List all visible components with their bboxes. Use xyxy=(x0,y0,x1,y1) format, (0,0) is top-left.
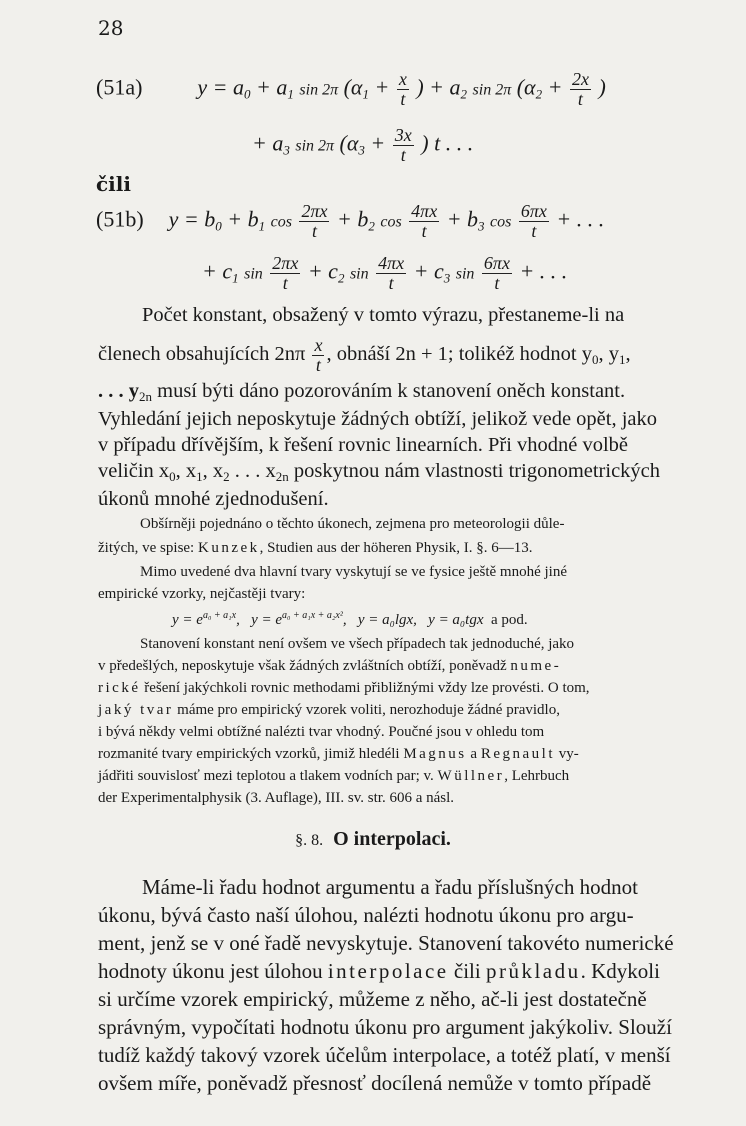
emphasis: interpolace xyxy=(327,959,449,983)
note-line: Obšírněji pojednáno o těchto úkonech, zejmena pro meteorologii důle- xyxy=(140,516,565,532)
paragraph-line: tudíž každý takový vzorek účelům interpolace, a totéž platí, v menší xyxy=(98,1043,671,1067)
author-name: Regnault xyxy=(480,746,555,762)
text-run: žitých, ve spise: xyxy=(98,540,198,556)
eq-subscript: 2 xyxy=(460,86,468,102)
eq-term: + a xyxy=(252,130,284,156)
formula: y = a₀tgx xyxy=(428,612,484,628)
fraction xyxy=(409,202,439,241)
eq-function: cos xyxy=(490,213,512,231)
text-run: čili xyxy=(448,959,486,983)
eq-term: + . . . xyxy=(556,206,605,232)
author-name: Kunzek xyxy=(197,540,260,556)
note-line xyxy=(98,742,579,766)
text-run: veličin x xyxy=(98,460,170,482)
subscript: 1 xyxy=(196,469,203,484)
subscript: 1 xyxy=(618,352,626,368)
text-run: , obnáší 2n + 1; tolikéž hodnot y xyxy=(326,343,592,366)
note-line: i bývá někdy velmi obtížné nalézti tvar vhodný. Poučné jsou v ohledu tom xyxy=(98,724,545,740)
text-run: , x xyxy=(202,460,224,482)
paragraph-line: úkonů mnohé zjednodušení. xyxy=(98,488,329,510)
text-run: jádřiti souvislosť mezi teplotou a tlakem vodních par; v. xyxy=(98,768,438,784)
eq-term: + c xyxy=(413,258,444,284)
author-name: Wüllner xyxy=(437,768,505,784)
text-run: , Studien aus der höheren Physik, I. §. 6—13. xyxy=(259,540,533,556)
eq-subscript: 1 xyxy=(258,218,266,234)
eq-term: y = a xyxy=(197,74,245,100)
subscript: 0 xyxy=(169,469,176,484)
fraction xyxy=(270,254,300,293)
emphasis: jaký tvar xyxy=(98,702,174,718)
eq-term: + b xyxy=(446,206,479,232)
fraction xyxy=(570,70,591,109)
section-heading xyxy=(0,828,746,851)
denominator: t xyxy=(311,220,317,241)
fraction xyxy=(299,202,329,241)
note-line: Stanovení konstant není ovšem ve všech případech tak jednoduché, jako xyxy=(140,636,575,652)
emphasis: nume- xyxy=(510,658,562,674)
denominator: t xyxy=(531,220,537,241)
eq-term: + b xyxy=(336,206,369,232)
equation-51b xyxy=(96,202,604,241)
equation-51a xyxy=(96,70,606,109)
eq-term: (α xyxy=(516,74,536,100)
fraction xyxy=(393,126,414,165)
formula: y = e xyxy=(172,612,203,628)
eq-term: + b xyxy=(227,206,259,232)
eq-term: (α xyxy=(339,130,359,156)
numerator: 2x xyxy=(571,69,589,89)
note-line: Mimo uvedené dva hlavní tvary vyskytují se ve fysice ještě mnohé jiné xyxy=(140,564,567,580)
section-number: §. 8. xyxy=(295,832,324,849)
eq-subscript: 3 xyxy=(443,270,451,286)
paragraph-line: v případu dřívějším, k řešení rovnic linearních. Při vhodné volbě xyxy=(98,434,629,456)
text-run: a pod. xyxy=(490,612,528,628)
numerator: 6πx xyxy=(483,253,510,273)
numerator: 2πx xyxy=(272,253,299,273)
numerator: x xyxy=(398,69,407,89)
section-title: O interpolaci. xyxy=(333,828,451,850)
text-run: v předešlých, neposkytuje však žádných zvláštních obtíží, poněvadž xyxy=(98,658,511,674)
eq-term: + a xyxy=(256,74,288,100)
eq-function: cos xyxy=(270,213,292,231)
eq-subscript: 0 xyxy=(244,86,251,102)
text-run: hodnoty úkonu jest úlohou xyxy=(98,959,328,983)
text-run: . . . y xyxy=(98,380,139,402)
text-run: musí býti dáno pozorováním k stanovení oněch konstant. xyxy=(152,380,626,402)
paragraph-line: Máme-li řadu hodnot argumentu a řadu příslušných hodnot xyxy=(142,875,638,899)
paragraph-line xyxy=(98,956,660,986)
formula-line: $y = e^{a_0 + a_1x}$, $y = e^{a_0 + a_1x + a_2x^2}$, y = a₀lgx, y = a₀tgx a pod. xyxy=(172,610,528,628)
text-run: rozmanité tvary empirických vzorků, jimiž hledéli xyxy=(98,746,404,762)
eq-subscript: 3 xyxy=(283,142,290,158)
formula: y = a₀lgx, xyxy=(357,612,417,628)
text-run: . Kdykoli xyxy=(580,959,660,983)
text-run: poskytnou nám vlastnosti trigonometrických xyxy=(288,460,661,482)
text-run: máme pro empirický vzorek voliti, nerozhoduje žádné pravidlo, xyxy=(173,702,560,718)
denominator: t xyxy=(388,272,394,293)
paragraph-line: úkonu, bývá často naší úlohou, nalézti hodnotu úkonu pro argu- xyxy=(98,903,634,927)
denominator: t xyxy=(421,220,427,241)
eq-term: y = b xyxy=(168,206,216,232)
page-number: 28 xyxy=(98,16,124,40)
eq-term: + c xyxy=(202,258,233,284)
fraction xyxy=(376,254,406,293)
equation-label: (51a) xyxy=(96,74,143,100)
denominator: t xyxy=(282,272,288,293)
eq-term: + c xyxy=(307,258,338,284)
eq-function: sin 2π xyxy=(472,81,512,99)
text-run: řešení jakýchkoli rovnic methodami přibližnými vždy lze provésti. O tom, xyxy=(140,680,590,696)
note-line xyxy=(98,676,590,700)
connective-word: čili xyxy=(96,172,131,196)
paragraph-line xyxy=(98,336,631,377)
eq-term: + a xyxy=(429,74,461,100)
eq-term: (α xyxy=(343,74,363,100)
numerator: 4πx xyxy=(411,201,438,221)
exponent: a₀ + a₁x + a₂x² xyxy=(282,610,343,621)
text-run: , x xyxy=(175,460,197,482)
paragraph-line: si určíme vzorek empirický, můžeme z něho, ač-li jest dostatečně xyxy=(98,987,647,1011)
denominator: t xyxy=(315,354,321,375)
eq-term: ) xyxy=(421,130,429,156)
text-run: , xyxy=(625,343,631,366)
paragraph-line: Vyhledání jejich neposkytuje žádných obtíží, jelikož vede opět, jako xyxy=(98,408,658,430)
subscript: 2 xyxy=(223,469,230,484)
eq-function: cos xyxy=(380,213,402,231)
text-run: . . . x xyxy=(229,460,276,482)
eq-subscript: 3 xyxy=(478,218,485,234)
note-line: der Experimentalphysik (3. Auflage), III. sv. str. 606 a násl. xyxy=(98,790,455,806)
numerator: 6πx xyxy=(520,201,547,221)
emphasis: rické xyxy=(98,680,141,696)
text-run: , y xyxy=(598,343,619,366)
denominator: t xyxy=(494,272,500,293)
note-line: empirické vzorky, nejčastěji tvary: xyxy=(98,586,306,602)
paragraph-line: Počet konstant, obsažený v tomto výrazu, přestaneme-li na xyxy=(142,304,625,326)
equation-51a-continuation xyxy=(252,126,473,165)
denominator: t xyxy=(577,88,583,109)
text-run: a xyxy=(466,746,481,762)
eq-function: sin xyxy=(244,265,263,283)
eq-subscript: 2 xyxy=(368,218,375,234)
eq-subscript: 2 xyxy=(535,86,543,102)
numerator: 3x xyxy=(394,125,412,145)
eq-term: ) xyxy=(416,74,424,100)
emphasis: průkladu xyxy=(485,959,581,983)
eq-subscript: 3 xyxy=(358,142,365,158)
note-line xyxy=(98,654,561,678)
paragraph-line: ment, jenž se v oné řadě nevyskytuje. Stanovení takovéto numerické xyxy=(98,931,674,955)
text-run: vy- xyxy=(554,746,579,762)
equation-label: (51b) xyxy=(96,206,144,232)
eq-function: sin 2π xyxy=(299,81,339,99)
text-run: členech obsahujících 2nπ xyxy=(98,343,306,366)
eq-function: sin xyxy=(455,265,475,283)
note-line xyxy=(98,536,533,560)
eq-subscript: 0 xyxy=(215,218,222,234)
denominator: t xyxy=(400,144,406,165)
subscript: 2n xyxy=(139,389,152,404)
eq-function: sin xyxy=(349,265,369,283)
eq-plus: + xyxy=(374,74,390,100)
numerator: 2πx xyxy=(301,201,328,221)
denominator: t xyxy=(400,88,406,109)
numerator: x xyxy=(314,335,323,355)
eq-term: t . . . xyxy=(434,130,474,156)
eq-subscript: 1 xyxy=(232,270,239,286)
eq-subscript: 1 xyxy=(362,86,369,102)
fraction xyxy=(397,70,409,109)
exponent: a₀ + a₁x xyxy=(202,610,237,621)
author-name: Magnus xyxy=(403,746,467,762)
fraction xyxy=(482,254,512,293)
equation-51b-continuation xyxy=(202,254,567,293)
eq-term: ) xyxy=(598,74,606,100)
eq-function: sin 2π xyxy=(295,137,335,155)
eq-plus: + xyxy=(370,130,386,156)
subscript: 2n xyxy=(275,469,289,484)
paragraph-line: správným, vypočítati hodnotu úkonu pro argument jakýkoliv. Slouží xyxy=(98,1015,672,1039)
subscript: 0 xyxy=(591,352,599,368)
eq-plus: + xyxy=(547,74,563,100)
fraction xyxy=(312,336,324,375)
paragraph-line: ovšem míře, poněvadž přesnosť docílená nemůže v tomto případě xyxy=(98,1071,652,1095)
note-line xyxy=(98,764,569,788)
note-line xyxy=(98,698,560,722)
eq-subscript: 2 xyxy=(337,270,345,286)
fraction xyxy=(519,202,549,241)
eq-subscript: 1 xyxy=(287,86,294,102)
formula: y = e xyxy=(251,612,283,628)
numerator: 4πx xyxy=(378,253,405,273)
text-run: , Lehrbuch xyxy=(504,768,570,784)
eq-term: + . . . xyxy=(519,258,568,284)
